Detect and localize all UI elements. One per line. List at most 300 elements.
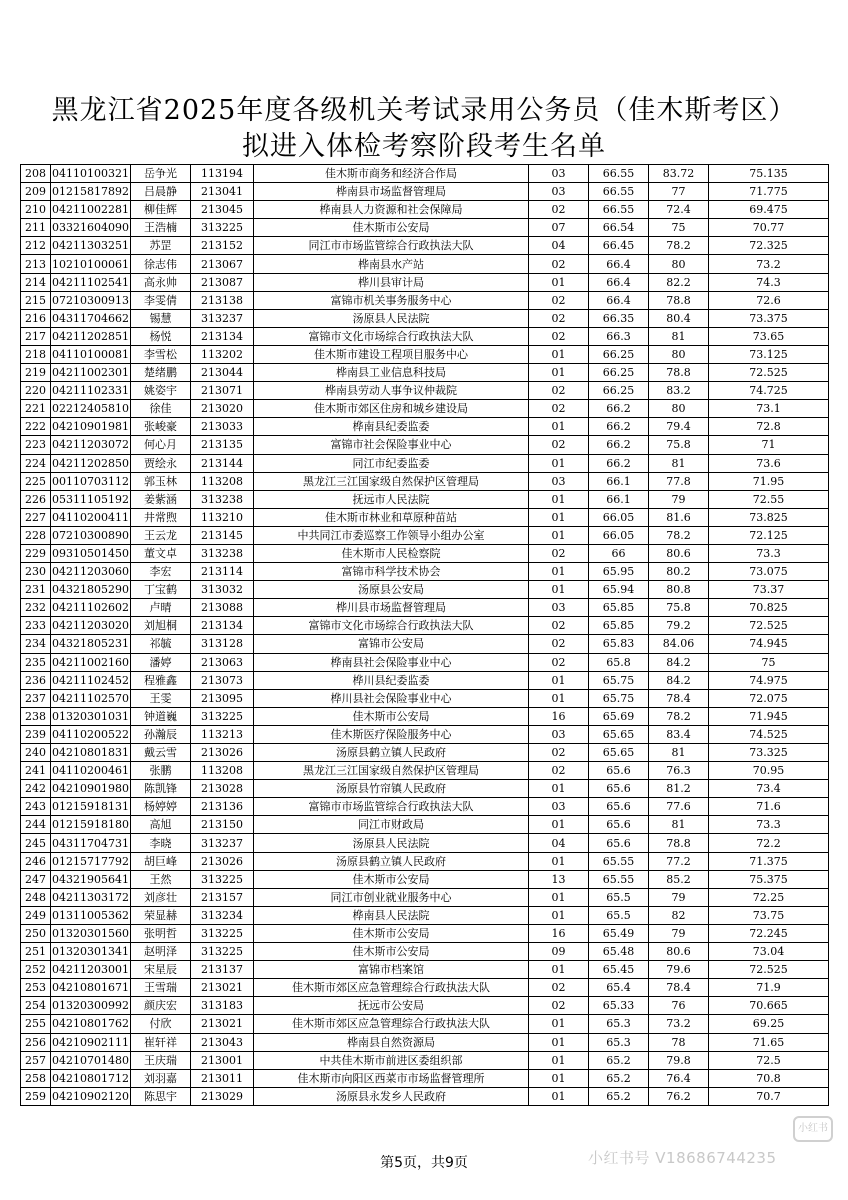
employer-unit-cell: 佳木斯市公安局	[254, 707, 529, 725]
written-score-cell: 65.95	[589, 563, 649, 581]
employer-unit-cell: 桦南县市场监督管理局	[254, 183, 529, 201]
candidate-name-cell: 张鹏	[131, 762, 191, 780]
exam-id-cell: 04211203020	[51, 617, 131, 635]
candidate-name-cell: 崔轩祥	[131, 1033, 191, 1051]
row-number-cell: 251	[21, 943, 51, 961]
employer-unit-cell: 佳木斯市建设工程项目服务中心	[254, 345, 529, 363]
exam-id-cell: 04210902120	[51, 1087, 131, 1105]
interview-score-cell: 77.2	[649, 852, 709, 870]
position-code-cell: 213134	[191, 327, 254, 345]
position-code-cell: 213045	[191, 201, 254, 219]
position-code-cell: 313183	[191, 997, 254, 1015]
employer-unit-cell: 佳木斯市郊区应急管理综合行政执法大队	[254, 1015, 529, 1033]
row-number-cell: 216	[21, 309, 51, 327]
row-number-cell: 229	[21, 544, 51, 562]
position-code-cell: 213020	[191, 400, 254, 418]
row-number-cell: 245	[21, 834, 51, 852]
written-score-cell: 65.69	[589, 707, 649, 725]
position-code-cell: 313225	[191, 219, 254, 237]
table-row	[21, 472, 829, 490]
row-number-cell: 235	[21, 653, 51, 671]
interview-score-cell: 76.3	[649, 762, 709, 780]
table-row	[21, 508, 829, 526]
position-code-cell: 213033	[191, 418, 254, 436]
table-row	[21, 707, 829, 725]
row-number-cell: 225	[21, 472, 51, 490]
table-row	[21, 563, 829, 581]
employer-unit-cell: 富锦市档案馆	[254, 961, 529, 979]
row-number-cell: 240	[21, 744, 51, 762]
interview-score-cell: 81.6	[649, 508, 709, 526]
row-number-cell: 253	[21, 979, 51, 997]
total-score-cell: 75.135	[709, 165, 829, 183]
table-row	[21, 1051, 829, 1069]
total-score-cell: 73.375	[709, 309, 829, 327]
candidate-name-cell: 杨婷婷	[131, 798, 191, 816]
interview-score-cell: 79.4	[649, 418, 709, 436]
interview-score-cell: 79.2	[649, 617, 709, 635]
table-row	[21, 219, 829, 237]
row-number-cell: 249	[21, 906, 51, 924]
total-score-cell: 70.8	[709, 1069, 829, 1087]
total-score-cell: 72.245	[709, 924, 829, 942]
employer-unit-cell: 桦川县社会保险事业中心	[254, 689, 529, 707]
hire-count-cell: 16	[529, 707, 589, 725]
page-title-line2: 拟进入体检考察阶段考生名单	[242, 131, 606, 162]
position-code-cell: 213044	[191, 364, 254, 382]
employer-unit-cell: 黑龙江三江国家级自然保护区管理局	[254, 472, 529, 490]
position-code-cell: 113208	[191, 472, 254, 490]
total-score-cell: 73.37	[709, 581, 829, 599]
total-score-cell: 74.525	[709, 725, 829, 743]
page-title-line1: 黑龙江省2025年度各级机关考试录用公务员（佳木斯考区）	[51, 95, 797, 126]
employer-unit-cell: 抚远市人民法院	[254, 490, 529, 508]
candidate-name-cell: 李晓	[131, 834, 191, 852]
table-row	[21, 309, 829, 327]
exam-id-cell: 07210300913	[51, 291, 131, 309]
hire-count-cell: 01	[529, 1069, 589, 1087]
hire-count-cell: 02	[529, 201, 589, 219]
written-score-cell: 65.3	[589, 1033, 649, 1051]
total-score-cell: 74.975	[709, 671, 829, 689]
employer-unit-cell: 桦南县水产站	[254, 255, 529, 273]
exam-id-cell: 01215918180	[51, 816, 131, 834]
position-code-cell: 213026	[191, 744, 254, 762]
row-number-cell: 211	[21, 219, 51, 237]
exam-id-cell: 03321604090	[51, 219, 131, 237]
employer-unit-cell: 富锦市社会保险事业中心	[254, 436, 529, 454]
total-score-cell: 73.75	[709, 906, 829, 924]
interview-score-cell: 85.2	[649, 870, 709, 888]
total-score-cell: 74.725	[709, 382, 829, 400]
hire-count-cell: 02	[529, 255, 589, 273]
row-number-cell: 222	[21, 418, 51, 436]
total-score-cell: 73.3	[709, 544, 829, 562]
hire-count-cell: 03	[529, 798, 589, 816]
table-row	[21, 725, 829, 743]
position-code-cell: 213028	[191, 780, 254, 798]
total-score-cell: 71.945	[709, 707, 829, 725]
employer-unit-cell: 中共同江市委巡察工作领导小组办公室	[254, 526, 529, 544]
hire-count-cell: 03	[529, 599, 589, 617]
written-score-cell: 65.6	[589, 816, 649, 834]
employer-unit-cell: 桦南县社会保险事业中心	[254, 653, 529, 671]
written-score-cell: 66.4	[589, 291, 649, 309]
row-number-cell: 254	[21, 997, 51, 1015]
position-code-cell: 313225	[191, 924, 254, 942]
hire-count-cell: 01	[529, 780, 589, 798]
table-row	[21, 454, 829, 472]
position-code-cell: 313238	[191, 544, 254, 562]
table-row	[21, 780, 829, 798]
total-score-cell: 75	[709, 653, 829, 671]
written-score-cell: 66.1	[589, 472, 649, 490]
hire-count-cell: 01	[529, 563, 589, 581]
row-number-cell: 209	[21, 183, 51, 201]
candidate-name-cell: 何心月	[131, 436, 191, 454]
row-number-cell: 233	[21, 617, 51, 635]
exam-id-cell: 00110703112	[51, 472, 131, 490]
candidate-name-cell: 戴云雪	[131, 744, 191, 762]
total-score-cell: 73.3	[709, 816, 829, 834]
total-score-cell: 72.55	[709, 490, 829, 508]
table-row	[21, 798, 829, 816]
candidate-name-cell: 姚姿宇	[131, 382, 191, 400]
interview-score-cell: 79	[649, 924, 709, 942]
position-code-cell: 213029	[191, 1087, 254, 1105]
hire-count-cell: 01	[529, 961, 589, 979]
table-row	[21, 255, 829, 273]
position-code-cell: 213021	[191, 979, 254, 997]
hire-count-cell: 02	[529, 291, 589, 309]
total-score-cell: 71.775	[709, 183, 829, 201]
total-score-cell: 72.25	[709, 888, 829, 906]
employer-unit-cell: 佳木斯市商务和经济合作局	[254, 165, 529, 183]
table-row	[21, 762, 829, 780]
exam-id-cell: 10210100061	[51, 255, 131, 273]
table-row	[21, 237, 829, 255]
table-row	[21, 345, 829, 363]
table-row	[21, 997, 829, 1015]
hire-count-cell: 02	[529, 382, 589, 400]
written-score-cell: 66.4	[589, 273, 649, 291]
hire-count-cell: 01	[529, 345, 589, 363]
candidate-name-cell: 张峻豪	[131, 418, 191, 436]
exam-id-cell: 04211303172	[51, 888, 131, 906]
row-number-cell: 252	[21, 961, 51, 979]
written-score-cell: 66.54	[589, 219, 649, 237]
hire-count-cell: 01	[529, 906, 589, 924]
table-row	[21, 544, 829, 562]
candidate-name-cell: 王然	[131, 870, 191, 888]
table-row	[21, 581, 829, 599]
candidate-name-cell: 刘旭桐	[131, 617, 191, 635]
candidate-name-cell: 徐志伟	[131, 255, 191, 273]
exam-id-cell: 04321905641	[51, 870, 131, 888]
written-score-cell: 66.2	[589, 436, 649, 454]
written-score-cell: 65.83	[589, 635, 649, 653]
total-score-cell: 73.6	[709, 454, 829, 472]
table-row	[21, 834, 829, 852]
candidate-name-cell: 杨悦	[131, 327, 191, 345]
table-row	[21, 979, 829, 997]
total-score-cell: 70.665	[709, 997, 829, 1015]
row-number-cell: 231	[21, 581, 51, 599]
candidate-name-cell: 李雪松	[131, 345, 191, 363]
candidate-name-cell: 潘婷	[131, 653, 191, 671]
employer-unit-cell: 汤原县永发乡人民政府	[254, 1087, 529, 1105]
written-score-cell: 66.2	[589, 418, 649, 436]
written-score-cell: 65.45	[589, 961, 649, 979]
row-number-cell: 256	[21, 1033, 51, 1051]
candidate-name-cell: 宋星辰	[131, 961, 191, 979]
candidate-name-cell: 王雪瑞	[131, 979, 191, 997]
written-score-cell: 66.45	[589, 237, 649, 255]
exam-id-cell: 04321805290	[51, 581, 131, 599]
employer-unit-cell: 佳木斯市公安局	[254, 924, 529, 942]
candidate-name-cell: 丁宝鹤	[131, 581, 191, 599]
written-score-cell: 66.25	[589, 382, 649, 400]
table-row	[21, 291, 829, 309]
total-score-cell: 71.375	[709, 852, 829, 870]
hire-count-cell: 02	[529, 635, 589, 653]
employer-unit-cell: 佳木斯市林业和草原种苗站	[254, 508, 529, 526]
employer-unit-cell: 佳木斯医疗保险服务中心	[254, 725, 529, 743]
total-score-cell: 72.2	[709, 834, 829, 852]
written-score-cell: 66.05	[589, 526, 649, 544]
table-row	[21, 689, 829, 707]
row-number-cell: 242	[21, 780, 51, 798]
candidate-name-cell: 陈凯锋	[131, 780, 191, 798]
row-number-cell: 221	[21, 400, 51, 418]
hire-count-cell: 16	[529, 924, 589, 942]
total-score-cell: 71.9	[709, 979, 829, 997]
position-code-cell: 213136	[191, 798, 254, 816]
total-score-cell: 70.95	[709, 762, 829, 780]
exam-id-cell: 04211203060	[51, 563, 131, 581]
candidate-name-cell: 张明哲	[131, 924, 191, 942]
employer-unit-cell: 桦南县人力资源和社会保障局	[254, 201, 529, 219]
table-row	[21, 327, 829, 345]
candidate-name-cell: 钟道巍	[131, 707, 191, 725]
exam-id-cell: 01320301560	[51, 924, 131, 942]
position-code-cell: 213138	[191, 291, 254, 309]
interview-score-cell: 80.6	[649, 544, 709, 562]
position-code-cell: 113210	[191, 508, 254, 526]
exam-id-cell: 04210901981	[51, 418, 131, 436]
candidate-name-cell: 锡慧	[131, 309, 191, 327]
total-score-cell: 72.525	[709, 961, 829, 979]
interview-score-cell: 75.8	[649, 599, 709, 617]
exam-id-cell: 09310501450	[51, 544, 131, 562]
candidate-name-cell: 姜紫涵	[131, 490, 191, 508]
exam-id-cell: 04210801712	[51, 1069, 131, 1087]
employer-unit-cell: 佳木斯市郊区住房和城乡建设局	[254, 400, 529, 418]
total-score-cell: 71.95	[709, 472, 829, 490]
interview-score-cell: 81	[649, 744, 709, 762]
interview-score-cell: 78.2	[649, 237, 709, 255]
hire-count-cell: 02	[529, 400, 589, 418]
employer-unit-cell: 桦川县审计局	[254, 273, 529, 291]
table-row	[21, 418, 829, 436]
total-score-cell: 73.2	[709, 255, 829, 273]
interview-score-cell: 78.8	[649, 364, 709, 382]
interview-score-cell: 79	[649, 490, 709, 508]
written-score-cell: 65.85	[589, 617, 649, 635]
exam-id-cell: 04110200411	[51, 508, 131, 526]
row-number-cell: 250	[21, 924, 51, 942]
exam-id-cell: 04110200522	[51, 725, 131, 743]
row-number-cell: 232	[21, 599, 51, 617]
written-score-cell: 66.25	[589, 364, 649, 382]
row-number-cell: 215	[21, 291, 51, 309]
interview-score-cell: 78.8	[649, 291, 709, 309]
written-score-cell: 65.6	[589, 780, 649, 798]
total-score-cell: 69.25	[709, 1015, 829, 1033]
hire-count-cell: 02	[529, 327, 589, 345]
table-row	[21, 943, 829, 961]
interview-score-cell: 80	[649, 400, 709, 418]
position-code-cell: 213152	[191, 237, 254, 255]
interview-score-cell: 83.72	[649, 165, 709, 183]
position-code-cell: 213011	[191, 1069, 254, 1087]
watermark-logo: 小红书	[793, 1116, 833, 1142]
hire-count-cell: 13	[529, 870, 589, 888]
position-code-cell: 213087	[191, 273, 254, 291]
row-number-cell: 258	[21, 1069, 51, 1087]
interview-score-cell: 76.4	[649, 1069, 709, 1087]
interview-score-cell: 79.8	[649, 1051, 709, 1069]
hire-count-cell: 02	[529, 997, 589, 1015]
hire-count-cell: 02	[529, 617, 589, 635]
exam-id-cell: 05311105192	[51, 490, 131, 508]
hire-count-cell: 04	[529, 237, 589, 255]
candidate-name-cell: 王浩楠	[131, 219, 191, 237]
interview-score-cell: 76.2	[649, 1087, 709, 1105]
position-code-cell: 213144	[191, 454, 254, 472]
interview-score-cell: 79	[649, 888, 709, 906]
position-code-cell: 213001	[191, 1051, 254, 1069]
position-code-cell: 313237	[191, 834, 254, 852]
interview-score-cell: 80.6	[649, 943, 709, 961]
total-score-cell: 72.5	[709, 1051, 829, 1069]
exam-id-cell: 04211102452	[51, 671, 131, 689]
interview-score-cell: 78.2	[649, 526, 709, 544]
interview-score-cell: 84.06	[649, 635, 709, 653]
written-score-cell: 66.2	[589, 454, 649, 472]
table-row	[21, 816, 829, 834]
written-score-cell: 65.94	[589, 581, 649, 599]
employer-unit-cell: 富锦市市场监管综合行政执法大队	[254, 798, 529, 816]
written-score-cell: 65.55	[589, 852, 649, 870]
hire-count-cell: 03	[529, 183, 589, 201]
hire-count-cell: 02	[529, 544, 589, 562]
hire-count-cell: 04	[529, 834, 589, 852]
candidate-name-cell: 高永帅	[131, 273, 191, 291]
interview-score-cell: 78.2	[649, 707, 709, 725]
employer-unit-cell: 佳木斯市向阳区西菜市市场监督管理所	[254, 1069, 529, 1087]
total-score-cell: 71	[709, 436, 829, 454]
total-score-cell: 70.825	[709, 599, 829, 617]
total-score-cell: 72.6	[709, 291, 829, 309]
candidate-name-cell: 王雯	[131, 689, 191, 707]
row-number-cell: 210	[21, 201, 51, 219]
interview-score-cell: 81	[649, 816, 709, 834]
candidate-name-cell: 苏罡	[131, 237, 191, 255]
employer-unit-cell: 富锦市文化市场综合行政执法大队	[254, 327, 529, 345]
row-number-cell: 208	[21, 165, 51, 183]
exam-id-cell: 04210801671	[51, 979, 131, 997]
written-score-cell: 65.4	[589, 979, 649, 997]
total-score-cell: 72.525	[709, 617, 829, 635]
exam-id-cell: 07210300890	[51, 526, 131, 544]
row-number-cell: 241	[21, 762, 51, 780]
employer-unit-cell: 汤原县人民法院	[254, 834, 529, 852]
position-code-cell: 313234	[191, 906, 254, 924]
employer-unit-cell: 同江市财政局	[254, 816, 529, 834]
position-code-cell: 213145	[191, 526, 254, 544]
written-score-cell: 65.5	[589, 888, 649, 906]
employer-unit-cell: 同江市创业就业服务中心	[254, 888, 529, 906]
position-code-cell: 213137	[191, 961, 254, 979]
written-score-cell: 65.2	[589, 1051, 649, 1069]
written-score-cell: 66.2	[589, 400, 649, 418]
position-code-cell: 213134	[191, 617, 254, 635]
candidate-name-cell: 岳争光	[131, 165, 191, 183]
row-number-cell: 217	[21, 327, 51, 345]
row-number-cell: 224	[21, 454, 51, 472]
exam-id-cell: 04211203001	[51, 961, 131, 979]
interview-score-cell: 81.2	[649, 780, 709, 798]
hire-count-cell: 01	[529, 1051, 589, 1069]
employer-unit-cell: 桦南县劳动人事争议仲裁院	[254, 382, 529, 400]
exam-id-cell: 04210901980	[51, 780, 131, 798]
employer-unit-cell: 汤原县鹤立镇人民政府	[254, 744, 529, 762]
hire-count-cell: 01	[529, 581, 589, 599]
candidate-name-cell: 楚绪鹏	[131, 364, 191, 382]
table-row	[21, 382, 829, 400]
total-score-cell: 73.65	[709, 327, 829, 345]
written-score-cell: 66.55	[589, 165, 649, 183]
interview-score-cell: 77.8	[649, 472, 709, 490]
hire-count-cell: 01	[529, 418, 589, 436]
exam-id-cell: 04211002160	[51, 653, 131, 671]
hire-count-cell: 02	[529, 744, 589, 762]
interview-score-cell: 80	[649, 345, 709, 363]
hire-count-cell: 02	[529, 309, 589, 327]
interview-score-cell: 77	[649, 183, 709, 201]
hire-count-cell: 02	[529, 436, 589, 454]
table-row	[21, 617, 829, 635]
position-code-cell: 113208	[191, 762, 254, 780]
interview-score-cell: 76	[649, 997, 709, 1015]
row-number-cell: 230	[21, 563, 51, 581]
table-row	[21, 924, 829, 942]
row-number-cell: 247	[21, 870, 51, 888]
employer-unit-cell: 桦南县人民法院	[254, 906, 529, 924]
employer-unit-cell: 桦川县市场监督管理局	[254, 599, 529, 617]
total-score-cell: 73.125	[709, 345, 829, 363]
written-score-cell: 65.2	[589, 1087, 649, 1105]
position-code-cell: 213150	[191, 816, 254, 834]
table-row	[21, 1087, 829, 1105]
row-number-cell: 223	[21, 436, 51, 454]
total-score-cell: 72.075	[709, 689, 829, 707]
exam-id-cell: 04211202850	[51, 454, 131, 472]
written-score-cell: 65.6	[589, 798, 649, 816]
candidate-name-cell: 柳佳辉	[131, 201, 191, 219]
exam-id-cell: 04210701480	[51, 1051, 131, 1069]
